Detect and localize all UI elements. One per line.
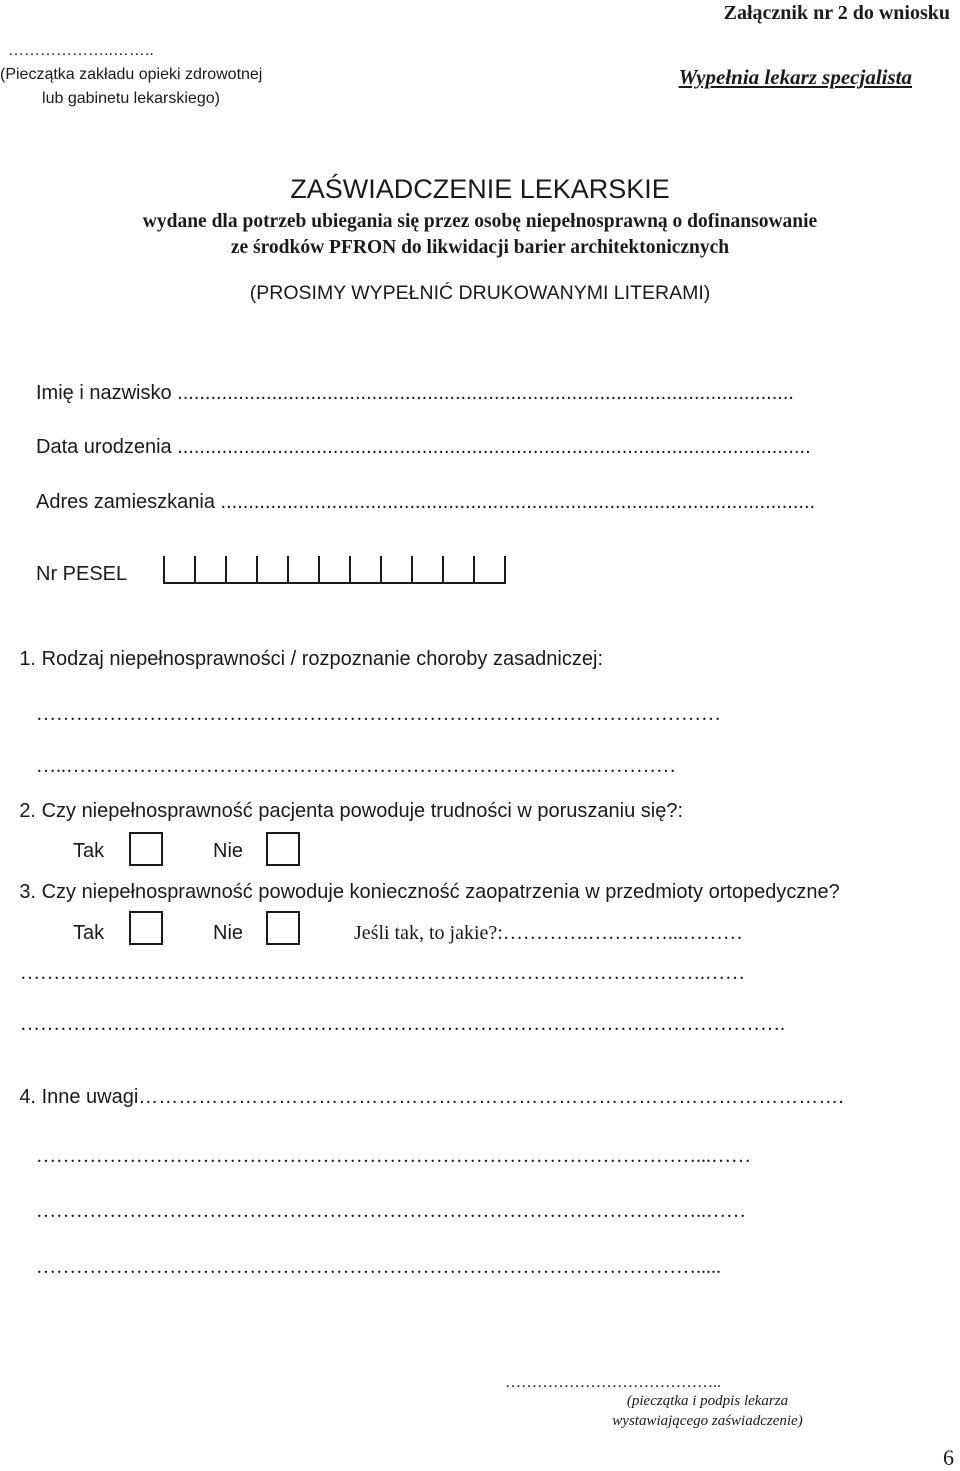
birth-date-field[interactable]: Data urodzenia .................................................................................................................. [36, 436, 811, 458]
q3-yes-label: Tak [73, 922, 105, 944]
q3-if-yes-field[interactable]: Jeśli tak, to jakie?:………….…………...……… [354, 922, 743, 944]
pesel-digit-box[interactable] [318, 556, 349, 584]
question-number: 1. [19, 648, 36, 670]
pesel-digit-box[interactable] [194, 556, 225, 584]
pesel-digit-box[interactable] [473, 556, 506, 584]
print-instruction: (PROSIMY WYPEŁNIĆ DRUKOWANYMI LITERAMI) [249, 282, 711, 304]
pesel-digit-box[interactable] [225, 556, 256, 584]
pesel-label: Nr PESEL [36, 563, 128, 585]
q3-yes-checkbox[interactable] [129, 911, 163, 945]
q2-yes-checkbox[interactable] [129, 832, 163, 866]
annex-label: Załącznik nr 2 do wniosku [723, 2, 950, 24]
question-4 [0, 1086, 844, 1109]
question-text[interactable]: Inne uwagi……………………………………………………………………………………………. [41, 1086, 844, 1108]
document-subtitle-line1: wydane dla potrzeb ubiegania się przez osobę niepełnosprawną o dofinansowanie [142, 211, 818, 232]
q4-answer-line-3[interactable]: ………………………………………………………………………………………..... [36, 1256, 721, 1278]
question-text: Rodzaj niepełnosprawności / rozpoznanie choroby zasadniczej: [41, 648, 603, 670]
pesel-input-boxes[interactable] [163, 556, 513, 586]
question-text: Czy niepełnosprawność pacjenta powoduje trudności w poruszaniu się?: [41, 800, 684, 822]
stamp-caption-line1: (Pieczątka zakładu opieki zdrowotnej [0, 66, 263, 83]
signature-dotted-line: ………………………………….. [505, 1374, 721, 1391]
question-3 [0, 881, 840, 904]
question-1 [0, 648, 603, 671]
stamp-dotted-line: ………………..…….. [8, 42, 154, 59]
pesel-digit-box[interactable] [163, 556, 194, 584]
name-field[interactable]: Imię i nazwisko ............................................................................................................... [36, 382, 794, 404]
q4-answer-line-1[interactable]: ………………………………………………………………………………………...…… [36, 1145, 751, 1167]
page-number: 6 [943, 1445, 954, 1470]
pesel-digit-box[interactable] [380, 556, 411, 584]
q3-answer-line-2[interactable]: ……………………………………………………………………………………………………. [20, 1013, 785, 1035]
question-number: 3. [19, 881, 36, 903]
q3-no-checkbox[interactable] [266, 911, 300, 945]
filled-by-note: Wypełnia lekarz specjalista [678, 65, 912, 89]
q1-answer-line-1[interactable]: ……………………………………………………………………………….………… [36, 703, 721, 725]
pesel-digit-box[interactable] [442, 556, 473, 584]
q4-answer-line-2[interactable]: ………………………………………………………………………………………..…… [36, 1200, 746, 1222]
question-number: 4. [19, 1086, 36, 1108]
pesel-digit-box[interactable] [287, 556, 318, 584]
document-title: ZAŚWIADCZENIE LEKARSKIE [290, 174, 670, 204]
signature-caption-line1: (pieczątka i podpis lekarza [626, 1393, 789, 1409]
question-text: Czy niepełnosprawność powoduje konieczność zaopatrzenia w przedmioty ortopedyczne? [41, 881, 840, 903]
q2-no-checkbox[interactable] [266, 832, 300, 866]
q3-no-label: Nie [213, 922, 244, 944]
q2-yes-label: Tak [73, 840, 105, 862]
q2-no-label: Nie [213, 840, 244, 862]
q1-answer-line-2[interactable]: …..……………………………………………………………………..………… [36, 755, 676, 777]
pesel-digit-box[interactable] [256, 556, 287, 584]
signature-caption-line2: wystawiającego zaświadczenie) [612, 1413, 803, 1429]
pesel-digit-box[interactable] [349, 556, 380, 584]
address-field[interactable]: Adres zamieszkania ........................................................................................................... [36, 491, 816, 513]
question-2 [0, 800, 683, 823]
document-subtitle-line2: ze środków PFRON do likwidacji barier architektonicznych [230, 237, 730, 258]
pesel-digit-box[interactable] [411, 556, 442, 584]
question-number: 2. [19, 800, 36, 822]
q3-answer-line-1[interactable]: ………………………………………………………………………………………….…… [20, 962, 745, 984]
stamp-caption-line2: lub gabinetu lekarskiego) [42, 90, 220, 107]
